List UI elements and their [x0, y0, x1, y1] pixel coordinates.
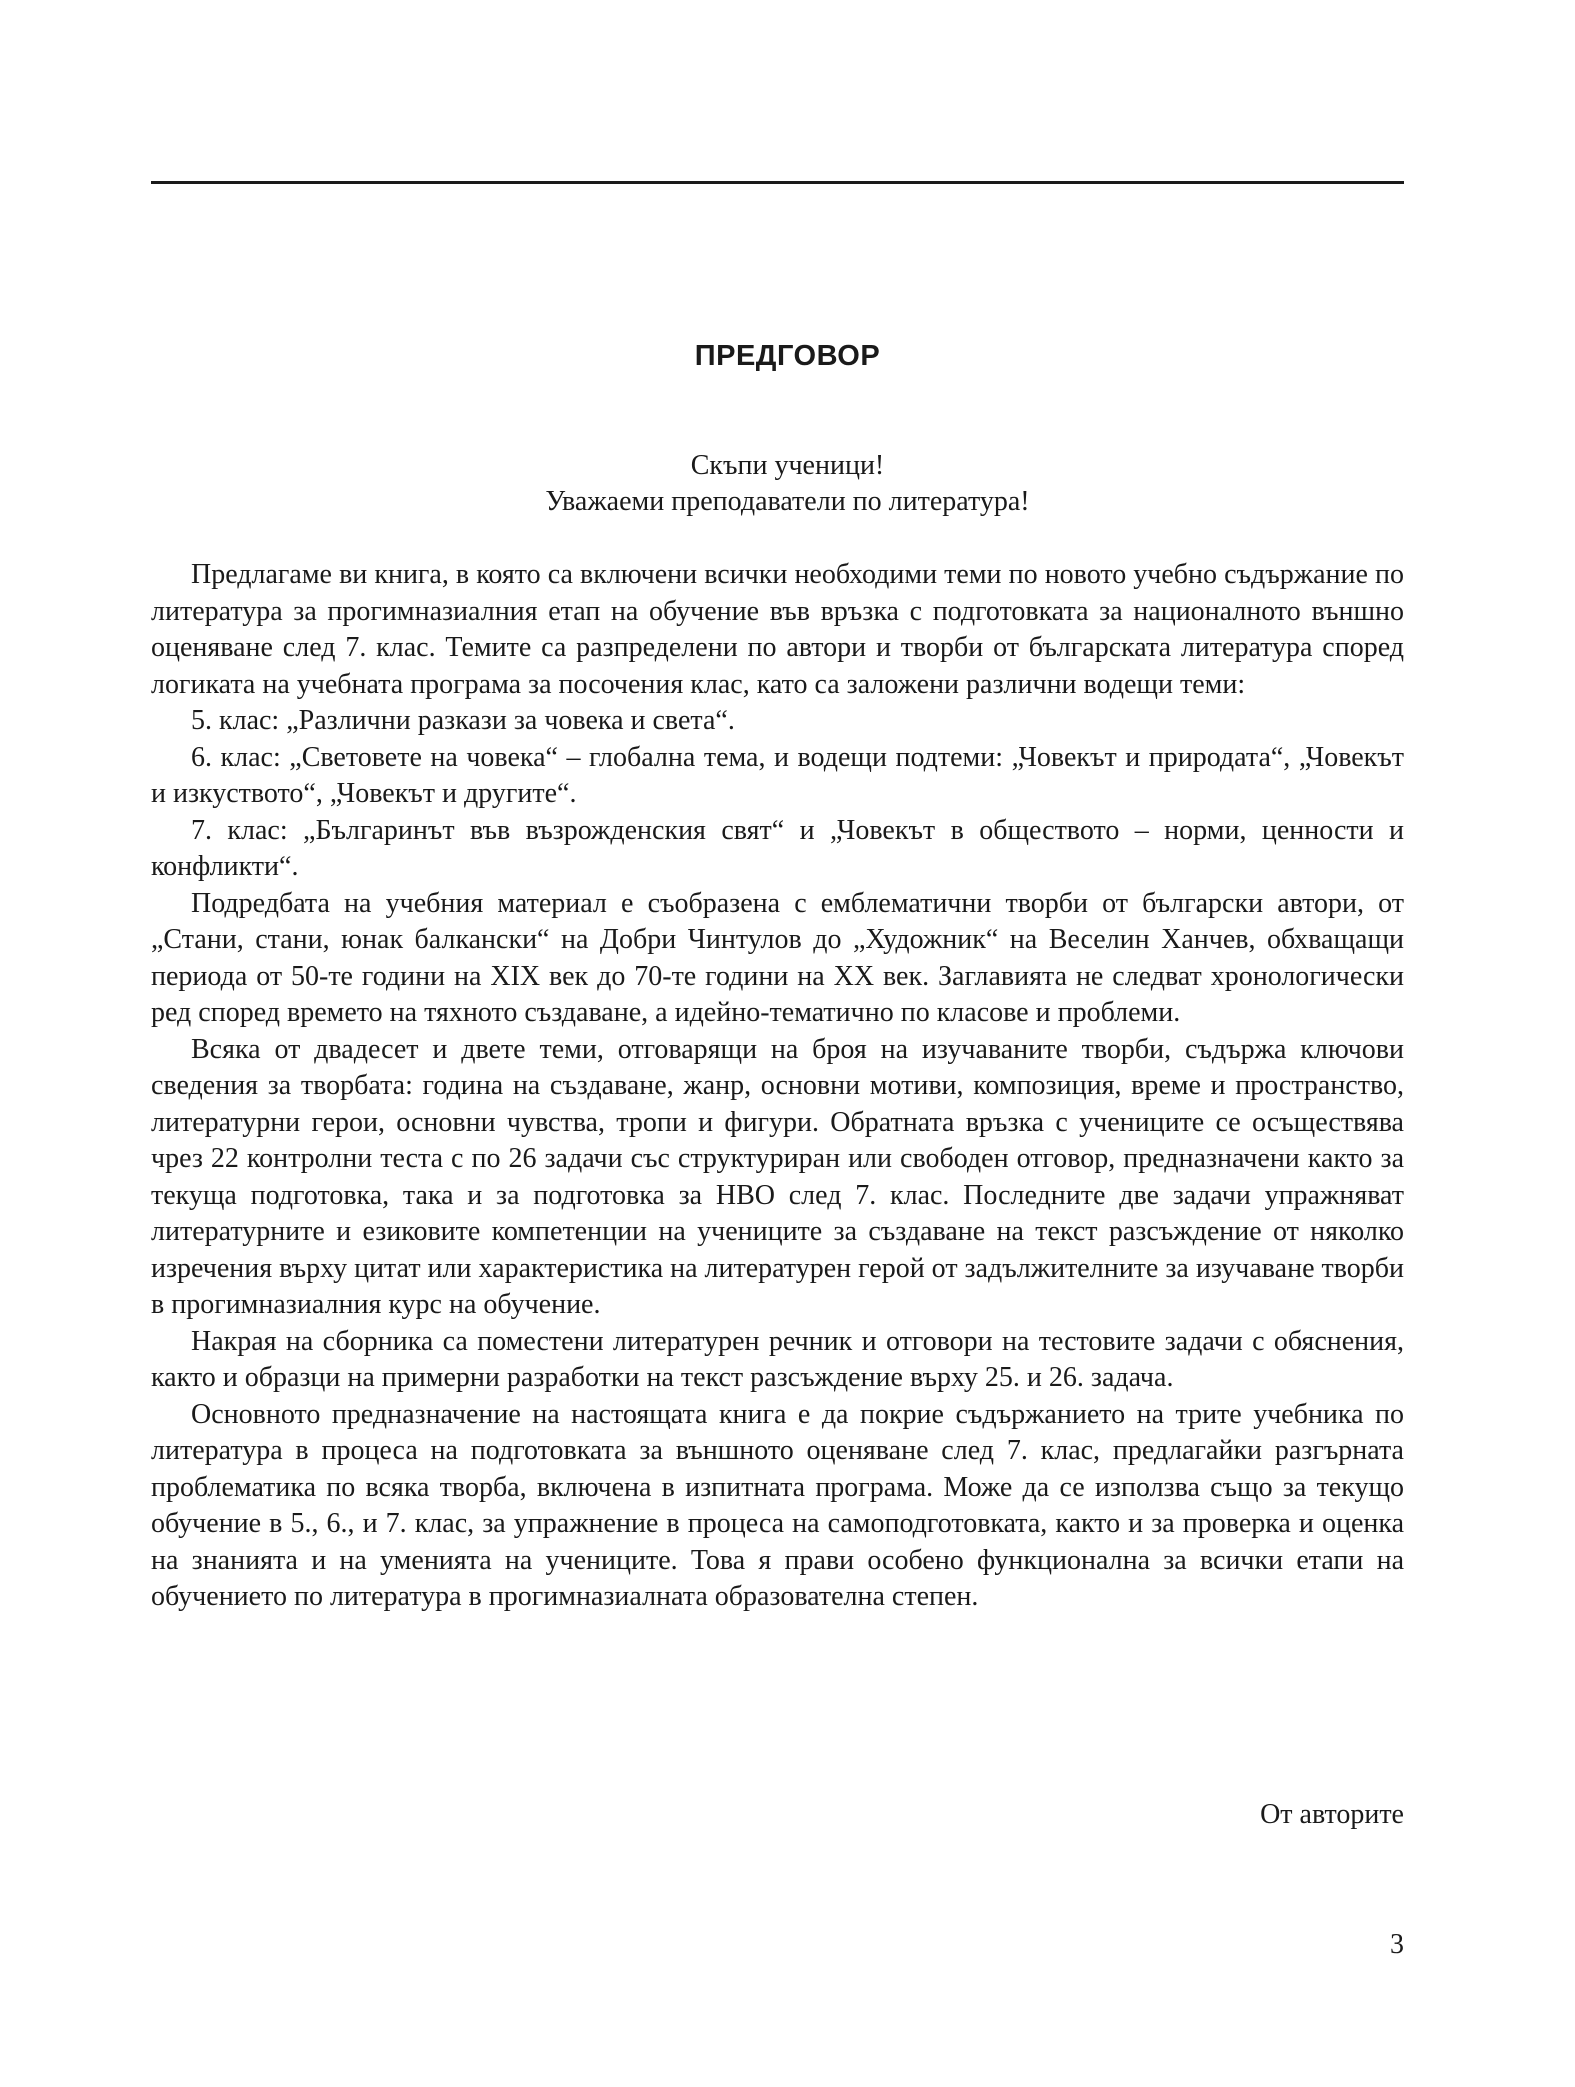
signature: От авторите	[1260, 1799, 1404, 1830]
paragraph-appendix: Накрая на сборника са поместени литературен речник и отговори на тестовите задачи с обяснения, както и образци на примерни разработки на текст разсъждение върху 25. и 26. задача.	[151, 1325, 1404, 1393]
paragraph-grade-6: 6. клас: „Световете на човека“ – глобална тема, и водещи подтеми: „Човекът и природата“, „Човекът и изкуството“, „Човекът и другите“.	[151, 741, 1404, 809]
salutation-teachers: Уважаеми преподаватели по литература!	[545, 486, 1030, 517]
page-title: ПРЕДГОВОР	[694, 340, 881, 372]
preface-body	[151, 557, 1404, 1616]
paragraph-purpose: Основното предназначение на настоящата книга е да покрие съдържанието на трите учебника по литература в процеса на подготовката за външното оценяване след 7. клас, предлагайки разгърната проблематика по всяка творба, включена в изпитната програма. Може да се използва също за текущо обучение в 5., 6., и 7. клас, за упражнение в процеса на самоподготовката, както и за проверка и оценка на знанията и на уменията на учениците. Това я прави особено функционална за всички етапи на обучението по литература в прогимназиалната образователна степен.	[151, 1398, 1404, 1612]
page-number: 3	[1390, 1929, 1404, 1960]
header-rule	[151, 181, 1404, 184]
paragraph-grade-7: 7. клас: „Българинът във възрожденския свят“ и „Човекът в обществото – норми, ценности и конфликти“.	[151, 814, 1404, 882]
paragraph-arrangement: Подредбата на учебния материал е съобразена с емблематични творби от български автори, от „Стани, стани, юнак балкански“ на Добри Чинтулов до „Художник“ на Веселин Ханчев, обхващащи периода от 50-те години на XIX век до 70-те години на XX век. Заглавията не следват хронологически ред според времето на тяхното създаване, а идейно-тематично по класове и проблеми.	[151, 887, 1404, 1028]
paragraph-intro: Предлагаме ви книга, в която са включени всички необходими теми по новото учебно съдържание по литература за прогимназиалния етап на обучение във връзка с подготовката за националното външно оценяване след 7. клас. Темите са разпределени по автори и творби от българската литература според логиката на учебната програма за посочения клас, като са заложени различни водещи теми:	[151, 559, 1404, 700]
paragraph-grade-5: 5. клас: „Различни разкази за човека и света“.	[191, 705, 735, 736]
paragraph-topics: Всяка от двадесет и двете теми, отговарящи на броя на изучаваните творби, съдържа ключови сведения за творбата: година на създаване, жанр, основни мотиви, композиция, време и пространство, литературни герои, основни чувства, тропи и фигури. Обратната връзка с учениците се осъществява чрез 22 контролни теста с по 26 задачи със структуриран или свободен отговор, предназначени както за текуща подготовка, така и за подготовка за НВО след 7. клас. Последните две задачи упражняват литературните и езиковите компетенции на учениците за създаване на текст разсъждение от няколко изречения върху цитат или характеристика на литературен герой от задължителните за изучаване творби в прогимназиалния курс на обучение.	[151, 1033, 1404, 1320]
salutation	[0, 448, 1575, 520]
salutation-students: Скъпи ученици!	[690, 450, 885, 481]
